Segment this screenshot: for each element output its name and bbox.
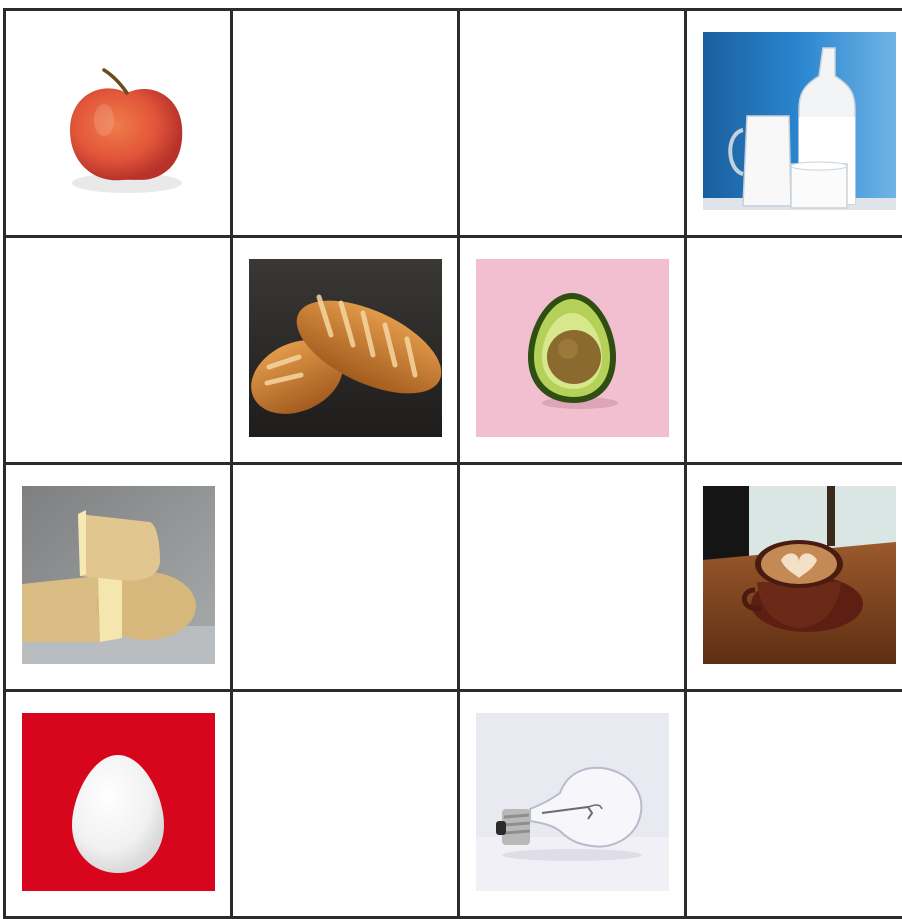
grid-cell-9[interactable] [6, 465, 233, 692]
avocado-icon [476, 259, 669, 437]
cheese-image [22, 486, 215, 664]
milk-icon [703, 32, 896, 210]
grid-cell-6[interactable] [233, 238, 460, 465]
grid-cell-4[interactable] [687, 11, 902, 238]
grid-cell-15[interactable] [460, 692, 687, 919]
egg-image [22, 713, 215, 891]
coffee-image [703, 486, 896, 664]
coffee-icon [703, 486, 896, 664]
grid-cell-14[interactable] [233, 692, 460, 919]
grid-cell-1[interactable] [6, 11, 233, 238]
grid-cell-10[interactable] [233, 465, 460, 692]
lightbulb-image [476, 713, 669, 891]
milk-image [703, 32, 896, 210]
grid-cell-3[interactable] [460, 11, 687, 238]
grid-cell-11[interactable] [460, 465, 687, 692]
bread-icon [249, 259, 442, 437]
image-grid [3, 8, 902, 919]
cheese-icon [22, 486, 215, 664]
grid-cell-2[interactable] [233, 11, 460, 238]
grid-cell-12[interactable] [687, 465, 902, 692]
bread-image [249, 259, 442, 437]
grid-cell-16[interactable] [687, 692, 902, 919]
grid-cell-5[interactable] [6, 238, 233, 465]
grid-cell-7[interactable] [460, 238, 687, 465]
apple-icon [32, 35, 212, 215]
apple-image [32, 35, 212, 215]
lightbulb-icon [476, 713, 669, 891]
avocado-image [476, 259, 669, 437]
grid-cell-13[interactable] [6, 692, 233, 919]
grid-cell-8[interactable] [687, 238, 902, 465]
egg-icon [22, 713, 215, 891]
